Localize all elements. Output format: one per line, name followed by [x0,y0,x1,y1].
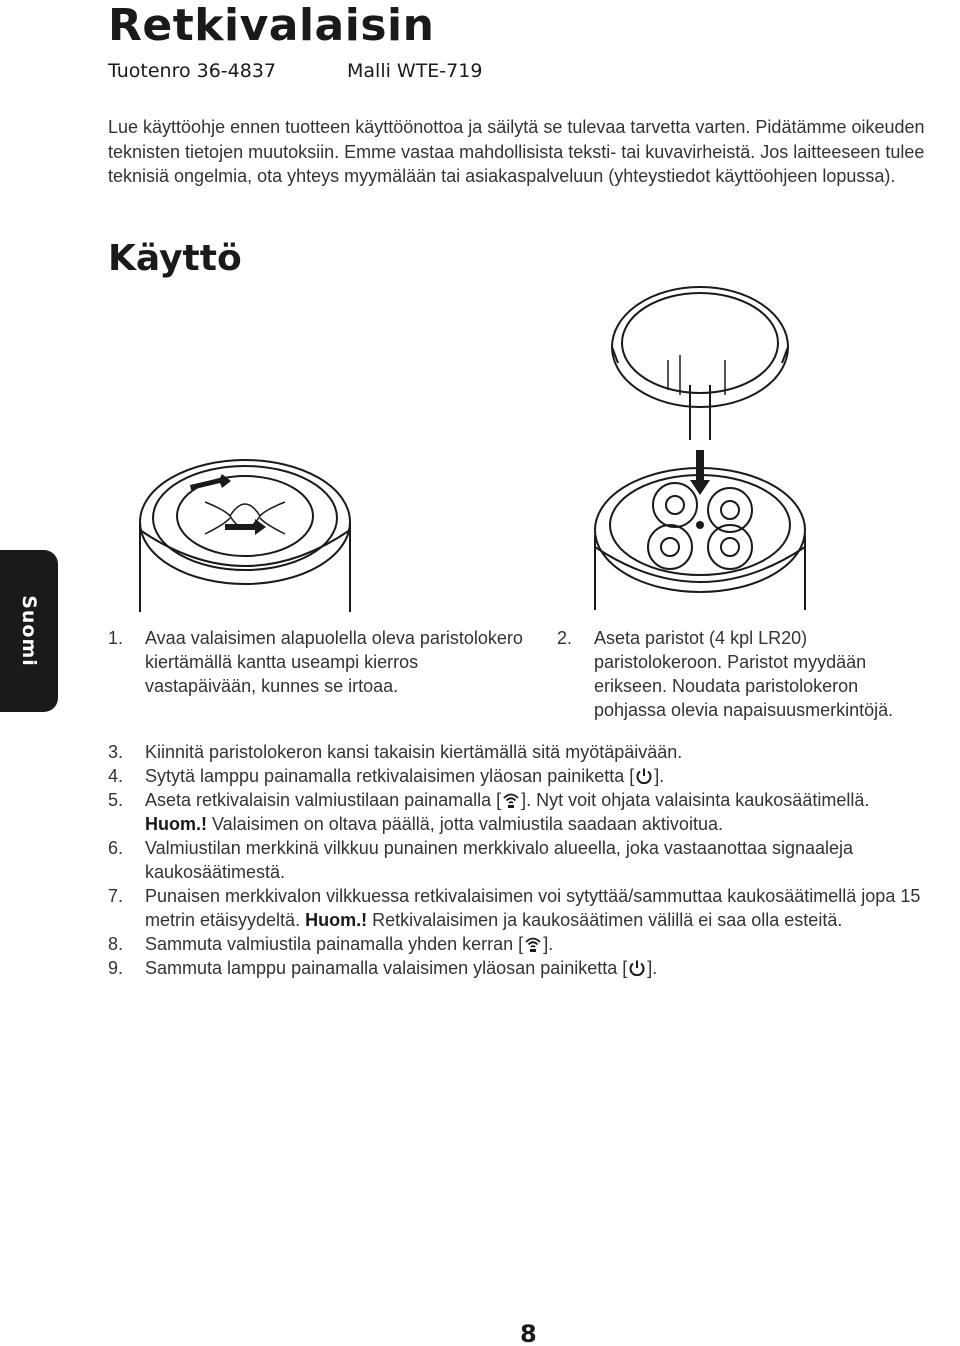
step-text-pre: Sammuta lamppu painamalla valaisimen yläosan painiketta [ [145,958,628,978]
figure-step-1 [108,626,528,706]
step-number: 9. [108,958,124,978]
step-number: 8. [108,934,124,954]
step-number: 6. [108,838,124,858]
power-icon [635,767,653,785]
note-label: Huom.! [305,910,368,930]
step-text-post: ]. [543,934,554,954]
page-number: 8 [520,1320,537,1346]
step-text: Aseta paristot (4 kpl LR20) paristolokeroon. Paristot myydään erikseen. Noudata paristolokeron pohjassa olevia napaisuusmerkintöjä. [594,628,894,720]
wireless-standby-icon [524,935,542,953]
step-number: 1. [108,628,124,648]
step-number: 5. [108,790,124,810]
step-text-post: ]. Nyt voit ohjata valaisinta kaukosäätimellä. [521,790,870,810]
step-text: Kiinnitä paristolokeron kansi takaisin kiertämällä sitä myötäpäivään. [145,742,683,762]
note-text: Retkivalaisimen ja kaukosäätimen välillä ei saa olla esteitä. [367,910,843,930]
step-8 [108,932,958,956]
step-text: Avaa valaisimen alapuolella oleva paristolokero kiertämällä kantta useampi kierros vastapäivään, kunnes se irtoaa. [145,628,523,696]
note-label: Huom.! [145,814,207,834]
step-number: 2. [557,628,573,648]
step-text: Punaisen merkkivalon vilkkuessa retkivalaisimen voi sytyttää/sammuttaa kaukosäätimellä jopa 15 metrin etäisyydeltä. [145,886,921,930]
step-text-pre: Sytytä lamppu painamalla retkivalaisimen yläosan painiketta [ [145,766,635,786]
step-7 [108,884,958,932]
note-text: Valaisimen on oltava päällä, jotta valmiustila saadaan aktivoitua. [207,814,723,834]
wireless-standby-icon [502,791,520,809]
step-number: 7. [108,886,124,906]
figure-step-2 [557,626,937,726]
step-text: Valmiustilan merkkinä vilkkuu punainen merkkivalo alueella, joka vastaanottaa signaaleja kaukosäätimestä. [145,838,854,882]
language-tab [0,550,58,712]
step-number: 3. [108,742,124,762]
step-5 [108,788,958,836]
battery-cover-illustration [130,452,360,612]
step-4 [108,764,958,788]
step-6 [108,836,958,884]
battery-insert-illustration [580,285,820,610]
section-title: Käyttö [108,238,242,279]
power-icon [628,959,646,977]
product-number: Tuotenro 36-4837 [108,60,277,82]
step-9 [108,956,958,980]
language-tab-label: Suomi [18,595,40,667]
step-text-post: ]. [654,766,665,786]
step-text-pre: Sammuta valmiustila painamalla yhden kerran [ [145,934,524,954]
intro-paragraph: Lue käyttöohje ennen tuotteen käyttöönottoa ja säilytä se tulevaa tarvetta varten. Pidätämme oikeuden teknisten tietojen muutoksiin. Emme vastaa mahdollisista teksti- tai kuvavirheistä. Jos laitteeseen tulee teknisiä ongelmia, ota yhteys myymälään tai asiakaspalveluun (yhteystiedot käyttöohjeen lopussa). [108,117,925,186]
page-title: Retkivalaisin [108,0,435,51]
step-3 [108,740,958,764]
model-number: Malli WTE-719 [347,60,483,82]
steps-list [108,740,958,980]
step-text-pre: Aseta retkivalaisin valmiustilaan painamalla [ [145,790,502,810]
step-number: 4. [108,766,124,786]
step-text-post: ]. [647,958,658,978]
